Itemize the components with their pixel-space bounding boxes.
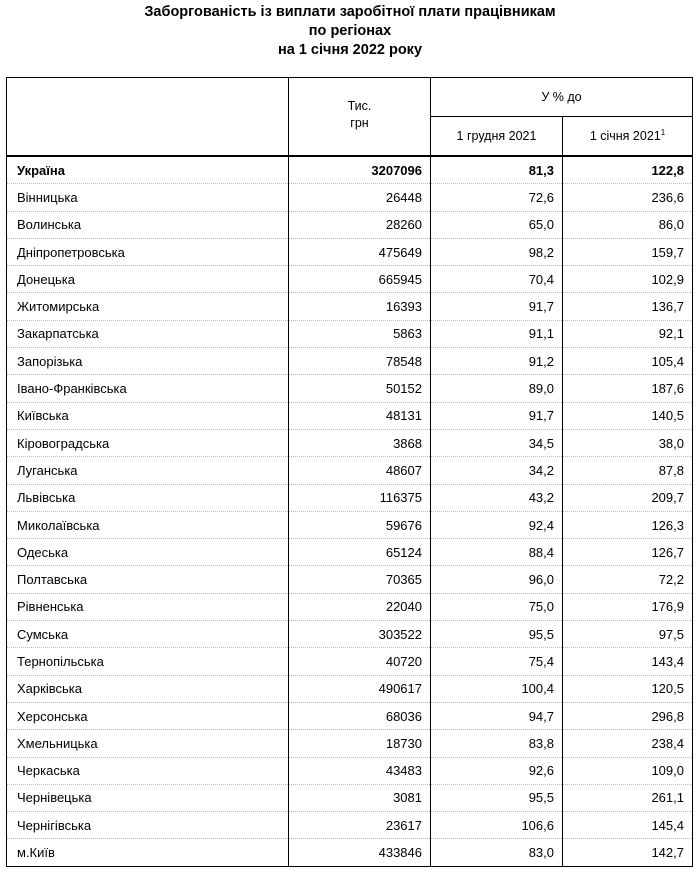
table-row <box>7 621 693 648</box>
title-line-1: Заборгованість із виплати заробітної плати працівникам <box>144 4 556 20</box>
table-row <box>7 757 693 784</box>
jan-pct-cell: 296,8 <box>563 702 693 729</box>
jan-pct-cell: 145,4 <box>563 812 693 839</box>
region-cell: Одеська <box>7 539 289 566</box>
table-row <box>7 702 693 729</box>
jan-pct-cell: 72,2 <box>563 566 693 593</box>
region-cell: Черкаська <box>7 757 289 784</box>
abs-value-cell: 16393 <box>289 293 431 320</box>
jan-pct-cell: 87,8 <box>563 457 693 484</box>
jan-pct-cell: 159,7 <box>563 238 693 265</box>
dec-pct-cell: 96,0 <box>431 566 563 593</box>
table-row <box>7 457 693 484</box>
table-row <box>7 484 693 511</box>
jan-pct-cell: 140,5 <box>563 402 693 429</box>
region-cell: Івано-Франківська <box>7 375 289 402</box>
dec-pct-cell: 75,4 <box>431 648 563 675</box>
jan-pct-cell: 122,8 <box>563 156 693 184</box>
dec-pct-cell: 95,5 <box>431 784 563 811</box>
jan-pct-cell: 86,0 <box>563 211 693 238</box>
jan-pct-cell: 176,9 <box>563 593 693 620</box>
region-cell: Дніпропетровська <box>7 238 289 265</box>
table-body <box>7 156 693 866</box>
abs-value-cell: 22040 <box>289 593 431 620</box>
jan-pct-cell: 209,7 <box>563 484 693 511</box>
abs-value-cell: 65124 <box>289 539 431 566</box>
table-row <box>7 266 693 293</box>
abs-value-cell: 26448 <box>289 184 431 211</box>
region-cell: Житомирська <box>7 293 289 320</box>
table-row <box>7 593 693 620</box>
abs-header-line-2: грн <box>350 116 369 130</box>
dec-pct-cell: 88,4 <box>431 539 563 566</box>
abs-value-cell: 50152 <box>289 375 431 402</box>
region-cell: Донецька <box>7 266 289 293</box>
table-row <box>7 429 693 456</box>
jan-header-label: 1 січня 2021 <box>589 129 661 143</box>
dec-column-header: 1 грудня 2021 <box>431 117 563 157</box>
table-row <box>7 402 693 429</box>
region-cell: Полтавська <box>7 566 289 593</box>
dec-pct-cell: 98,2 <box>431 238 563 265</box>
table-row <box>7 211 693 238</box>
region-cell: Чернігівська <box>7 812 289 839</box>
abs-value-cell: 18730 <box>289 730 431 757</box>
title-line-2: по регіонах <box>308 23 392 39</box>
abs-header-line-1: Тис. <box>347 99 372 113</box>
dec-pct-cell: 91,2 <box>431 348 563 375</box>
dec-pct-cell: 106,6 <box>431 812 563 839</box>
table-row <box>7 293 693 320</box>
table-row <box>7 675 693 702</box>
abs-value-cell: 68036 <box>289 702 431 729</box>
jan-pct-cell: 97,5 <box>563 621 693 648</box>
table-row <box>7 839 693 866</box>
region-cell: Україна <box>7 156 289 184</box>
dec-pct-cell: 94,7 <box>431 702 563 729</box>
dec-pct-cell: 83,0 <box>431 839 563 866</box>
region-cell: Рівненська <box>7 593 289 620</box>
title-line-3: на 1 січня 2022 року <box>277 42 423 58</box>
abs-value-cell: 433846 <box>289 839 431 866</box>
abs-value-cell: 475649 <box>289 238 431 265</box>
jan-pct-cell: 126,3 <box>563 511 693 538</box>
jan-pct-cell: 38,0 <box>563 429 693 456</box>
table-row <box>7 648 693 675</box>
footnote-marker: 1 <box>660 127 666 137</box>
dec-pct-cell: 92,6 <box>431 757 563 784</box>
dec-pct-cell: 83,8 <box>431 730 563 757</box>
abs-value-cell: 303522 <box>289 621 431 648</box>
jan-pct-cell: 92,1 <box>563 320 693 347</box>
dec-pct-cell: 95,5 <box>431 621 563 648</box>
abs-value-cell: 43483 <box>289 757 431 784</box>
jan-pct-cell: 105,4 <box>563 348 693 375</box>
dec-pct-cell: 70,4 <box>431 266 563 293</box>
abs-value-cell: 59676 <box>289 511 431 538</box>
abs-value-cell: 78548 <box>289 348 431 375</box>
table-row <box>7 320 693 347</box>
region-cell: Миколаївська <box>7 511 289 538</box>
table-row <box>7 238 693 265</box>
jan-pct-cell: 261,1 <box>563 784 693 811</box>
abs-value-cell: 48607 <box>289 457 431 484</box>
region-cell: Запорізька <box>7 348 289 375</box>
abs-value-cell: 40720 <box>289 648 431 675</box>
dec-pct-cell: 89,0 <box>431 375 563 402</box>
table-row <box>7 156 693 184</box>
jan-pct-cell: 238,4 <box>563 730 693 757</box>
abs-value-cell: 490617 <box>289 675 431 702</box>
jan-pct-cell: 142,7 <box>563 839 693 866</box>
region-cell: Чернівецька <box>7 784 289 811</box>
region-cell: Львівська <box>7 484 289 511</box>
region-cell: Волинська <box>7 211 289 238</box>
abs-value-cell: 28260 <box>289 211 431 238</box>
table-row <box>7 812 693 839</box>
jan-pct-cell: 143,4 <box>563 648 693 675</box>
abs-value-cell: 48131 <box>289 402 431 429</box>
dec-pct-cell: 92,4 <box>431 511 563 538</box>
dec-pct-cell: 43,2 <box>431 484 563 511</box>
abs-value-cell: 3207096 <box>289 156 431 184</box>
document-title <box>0 3 700 60</box>
region-cell: Закарпатська <box>7 320 289 347</box>
table-row <box>7 784 693 811</box>
region-cell: Луганська <box>7 457 289 484</box>
jan-pct-cell: 120,5 <box>563 675 693 702</box>
abs-value-cell: 23617 <box>289 812 431 839</box>
abs-value-cell: 5863 <box>289 320 431 347</box>
region-cell: Сумська <box>7 621 289 648</box>
jan-pct-cell: 236,6 <box>563 184 693 211</box>
jan-column-header <box>563 117 693 157</box>
abs-value-cell: 116375 <box>289 484 431 511</box>
region-cell: м.Київ <box>7 839 289 866</box>
region-cell: Харківська <box>7 675 289 702</box>
table-row <box>7 348 693 375</box>
table-row <box>7 375 693 402</box>
table-row <box>7 184 693 211</box>
abs-value-cell: 3868 <box>289 429 431 456</box>
table-header <box>7 78 693 157</box>
dec-pct-cell: 75,0 <box>431 593 563 620</box>
pct-group-header: У % до <box>431 78 693 117</box>
table-row <box>7 511 693 538</box>
table-row <box>7 730 693 757</box>
table-row <box>7 566 693 593</box>
dec-pct-cell: 81,3 <box>431 156 563 184</box>
jan-pct-cell: 126,7 <box>563 539 693 566</box>
abs-value-cell: 3081 <box>289 784 431 811</box>
region-cell: Херсонська <box>7 702 289 729</box>
jan-pct-cell: 187,6 <box>563 375 693 402</box>
dec-pct-cell: 91,7 <box>431 293 563 320</box>
dec-pct-cell: 34,5 <box>431 429 563 456</box>
dec-pct-cell: 72,6 <box>431 184 563 211</box>
wage-arrears-table <box>6 77 693 867</box>
jan-pct-cell: 109,0 <box>563 757 693 784</box>
region-cell: Київська <box>7 402 289 429</box>
dec-pct-cell: 100,4 <box>431 675 563 702</box>
dec-pct-cell: 91,7 <box>431 402 563 429</box>
jan-pct-cell: 136,7 <box>563 293 693 320</box>
region-cell: Вінницька <box>7 184 289 211</box>
abs-value-cell: 70365 <box>289 566 431 593</box>
region-cell: Кіровоградська <box>7 429 289 456</box>
region-column-header <box>7 78 289 157</box>
abs-value-cell: 665945 <box>289 266 431 293</box>
region-cell: Тернопільська <box>7 648 289 675</box>
dec-pct-cell: 65,0 <box>431 211 563 238</box>
dec-pct-cell: 34,2 <box>431 457 563 484</box>
abs-column-header <box>289 78 431 157</box>
table-row <box>7 539 693 566</box>
region-cell: Хмельницька <box>7 730 289 757</box>
dec-pct-cell: 91,1 <box>431 320 563 347</box>
jan-pct-cell: 102,9 <box>563 266 693 293</box>
